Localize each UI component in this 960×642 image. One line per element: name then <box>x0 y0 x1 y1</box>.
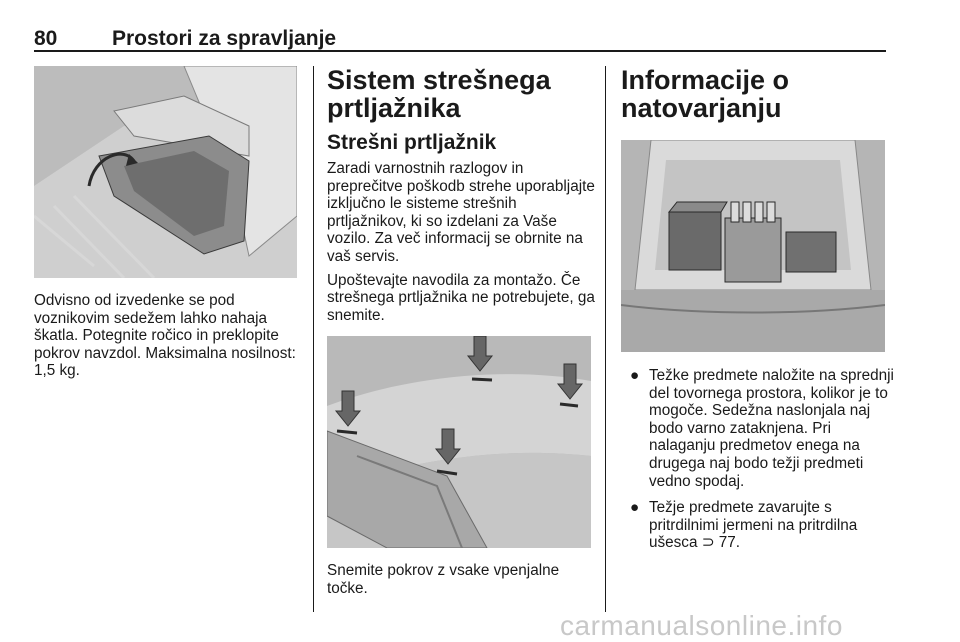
bullet-dot-icon: ● <box>630 367 640 384</box>
caption-text: Odvisno od izvedenke se pod voznikovim sedežem lahko nahaja škatla. Potegnite ročico in preklopite pokrov navzdol. Maksimalna nosilnost: 1,5 kg. <box>34 292 296 380</box>
list-item <box>622 367 894 490</box>
list-item <box>622 499 894 552</box>
subheading-roof-rack: Strešni prtljažnik <box>327 131 497 154</box>
watermark: carmanualsonline.info <box>560 610 843 641</box>
storage-box-caption <box>34 292 302 386</box>
cargo-loading-illustration <box>621 140 885 352</box>
section-heading-roof-rack: Sistem strešnega prtljažnika <box>327 65 551 123</box>
storage-box-illustration <box>34 66 297 278</box>
bullet-dot-icon: ● <box>630 499 640 517</box>
roof-rack-para-1: Zaradi varnostnih razlogov in preprečitve poškodb strehe uporabljajte izključno le sisteme strešnih prtljažnikov, ki so izdelani za Vaše vozilo. Za več informacij se obrnite na vaš servis. <box>327 160 595 265</box>
mounting-points-caption <box>327 562 595 603</box>
section-heading-loading-info: Informacije o natovarjanju <box>621 65 790 123</box>
roof-mounting-points-illustration <box>327 336 591 548</box>
bullet-text: Težje predmete zavarujte s pritrdilnimi jermeni na pritrdilna ušesca ⊃ 77. <box>649 499 858 552</box>
column-divider-1 <box>313 66 314 612</box>
bullet-text: Težke predmete naložite na sprednji del tovornega prostora, kolikor je to mogoče. Sedežna naslonjala naj bodo varno zataknjena. Pri nalaganju predmetov enega na drugega naj bodo težji predmeti vedno spodaj. <box>649 367 894 490</box>
loading-bullet-list <box>622 367 894 561</box>
mounting-caption-text: Snemite pokrov z vsake vpenjalne točke. <box>327 562 560 597</box>
page-number: 80 <box>34 27 58 50</box>
roof-rack-para-2: Upoštevajte navodila za montažo. Če strešnega prtljažnika ne potrebujete, ga snemite. <box>327 271 595 324</box>
roof-rack-text <box>327 160 595 330</box>
page-title: Prostori za spravljanje <box>112 27 337 50</box>
column-divider-2 <box>605 66 606 612</box>
header-rule <box>34 50 886 52</box>
